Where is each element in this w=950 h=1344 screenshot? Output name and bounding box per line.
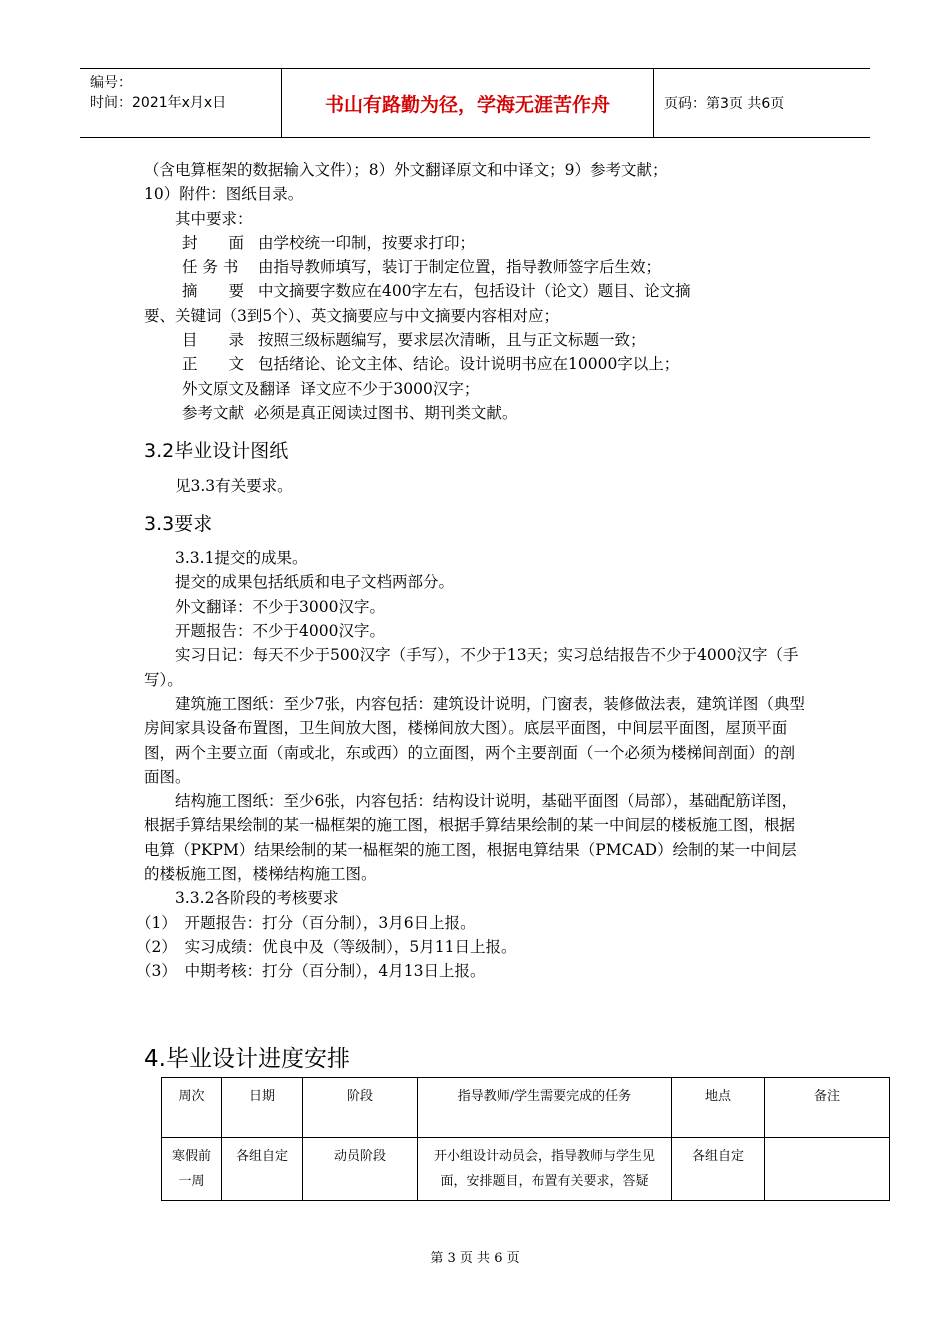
section-3-3-p5: 实习日记：每天不少于500汉字（手写），不少于13天；实习总结报告不少于4000汉字（手写）。 (144, 646, 799, 689)
table-header-cell: 日期 (222, 1078, 303, 1138)
header-number-label: 编号： (90, 75, 132, 91)
header-motto: 书山有路勤为径，学海无涯苦作舟 (282, 69, 654, 137)
req-item-toc (144, 328, 808, 352)
section-3-3-p7: 结构施工图纸：至少6张，内容包括：结构设计说明，基础平面图（局部），基础配筋详图，根据手算结果绘制的某一榀框架的施工图，根据手算结果绘制的某一中间层的楼板施工图，根据电算（PKPM）结果绘制的某一榀框架的施工图，根据电算结果（PMCAD）绘制的某一中间层的楼板施工图，楼梯结构施工图。 (144, 792, 798, 884)
header-page-info: 页码：第3页 共6页 (664, 96, 785, 112)
section-3-2-title: 3.2毕业设计图纸 (144, 440, 289, 463)
req-item-text: 中文摘要字数应在400字左右，包括设计（论文）题目、论文摘 (258, 282, 691, 301)
req-item-label: 目 录 (182, 331, 245, 350)
req-item-abstract-cont: 要、关键词（3到5个）、英文摘要应与中文摘要内容相对应； (144, 306, 559, 325)
table-cell: 各组自定 (672, 1138, 765, 1201)
section-3-3-title: 3.3要求 (144, 512, 213, 535)
req-item-text: 包括绪论、论文主体、结论。设计说明书应在10000字以上； (258, 355, 680, 374)
req-item-label: 外文原文及翻译 (182, 379, 291, 398)
section-3-3-p1: 3.3.1提交的成果。 (175, 549, 308, 568)
table-cell: 寒假前一周 (162, 1138, 222, 1201)
table-cell: 各组自定 (222, 1138, 303, 1201)
table-header-cell: 备注 (765, 1078, 890, 1138)
section-3-3-p8: 3.3.2各阶段的考核要求 (175, 889, 339, 908)
table-header-cell: 阶段 (303, 1078, 418, 1138)
table-header-cell: 指导教师/学生需要完成的任务 (418, 1078, 672, 1138)
section-4-title: 4.毕业设计进度安排 (144, 1046, 350, 1072)
req-item-main-text (144, 352, 808, 376)
req-item-cover (144, 231, 808, 255)
header-time-label: 时间：2021年x月x日 (90, 95, 227, 111)
req-item-label: 摘 要 (182, 282, 245, 301)
section-3-3-p4: 开题报告：不少于4000汉字。 (175, 622, 385, 641)
assessment-item-1: （1） 开题报告：打分（百分制），3月6日上报。 (136, 913, 476, 932)
req-item-references (144, 401, 808, 425)
req-item-label: 参考文献 (182, 403, 245, 422)
section-3-3-p6: 建筑施工图纸：至少7张，内容包括：建筑设计说明，门窗表，装修做法表，建筑详图（典型房间家具设备布置图，卫生间放大图，楼梯间放大图）。底层平面图，中间层平面图，屋顶平面图，两个主要立面（南或北，东或西）的立面图，两个主要剖面（一个必须为楼梯间剖面）的剖面图。 (144, 694, 805, 786)
section-3-3-p2: 提交的成果包括纸质和电子文档两部分。 (175, 573, 455, 592)
req-item-translation (144, 377, 808, 401)
req-item-text: 按照三级标题编写，要求层次清晰，且与正文标题一致； (258, 331, 646, 350)
requirements-intro: 其中要求： (175, 209, 253, 228)
table-row (162, 1138, 890, 1201)
section-3-2-body: 见3.3有关要求。 (175, 476, 293, 495)
req-item-label: 正 文 (182, 355, 245, 374)
req-item-text: 译文应不少于3000汉字； (300, 379, 480, 398)
table-header-cell: 地点 (672, 1078, 765, 1138)
req-item-label: 任 务 书 (182, 258, 239, 277)
assessment-item-2: （2） 实习成绩：优良中及（等级制），5月11日上报。 (136, 937, 517, 956)
req-item-text: 由学校统一印制，按要求打印； (258, 233, 476, 252)
req-item-text: 由指导教师填写，装订于制定位置，指导教师签字后生效； (258, 258, 662, 277)
req-item-label: 封 面 (182, 233, 245, 252)
section-3-3-p3: 外文翻译：不少于3000汉字。 (175, 597, 385, 616)
table-cell (765, 1138, 890, 1201)
intro-line-2: 10）附件：图纸目录。 (144, 185, 304, 204)
page-header (80, 68, 870, 138)
table-cell: 动员阶段 (303, 1138, 418, 1201)
table-cell: 开小组设计动员会，指导教师与学生见面，安排题目，布置有关要求，答疑 (418, 1138, 672, 1201)
intro-line-1: （含电算框架的数据输入文件）；8）外文翻译原文和中译文；9）参考文献； (144, 161, 668, 179)
table-header-cell: 周次 (162, 1078, 222, 1138)
page-footer: 第 3 页 共 6 页 (430, 1251, 520, 1266)
req-item-task-book (144, 255, 808, 279)
req-item-text: 必须是真正阅读过图书、期刊类文献。 (253, 403, 518, 422)
req-item-abstract (144, 279, 808, 303)
table-header-row (162, 1078, 890, 1138)
document-body (136, 158, 808, 984)
schedule-table (161, 1077, 890, 1201)
assessment-item-3: （3） 中期考核：打分（百分制），4月13日上报。 (136, 962, 486, 981)
header-meta (80, 69, 282, 137)
